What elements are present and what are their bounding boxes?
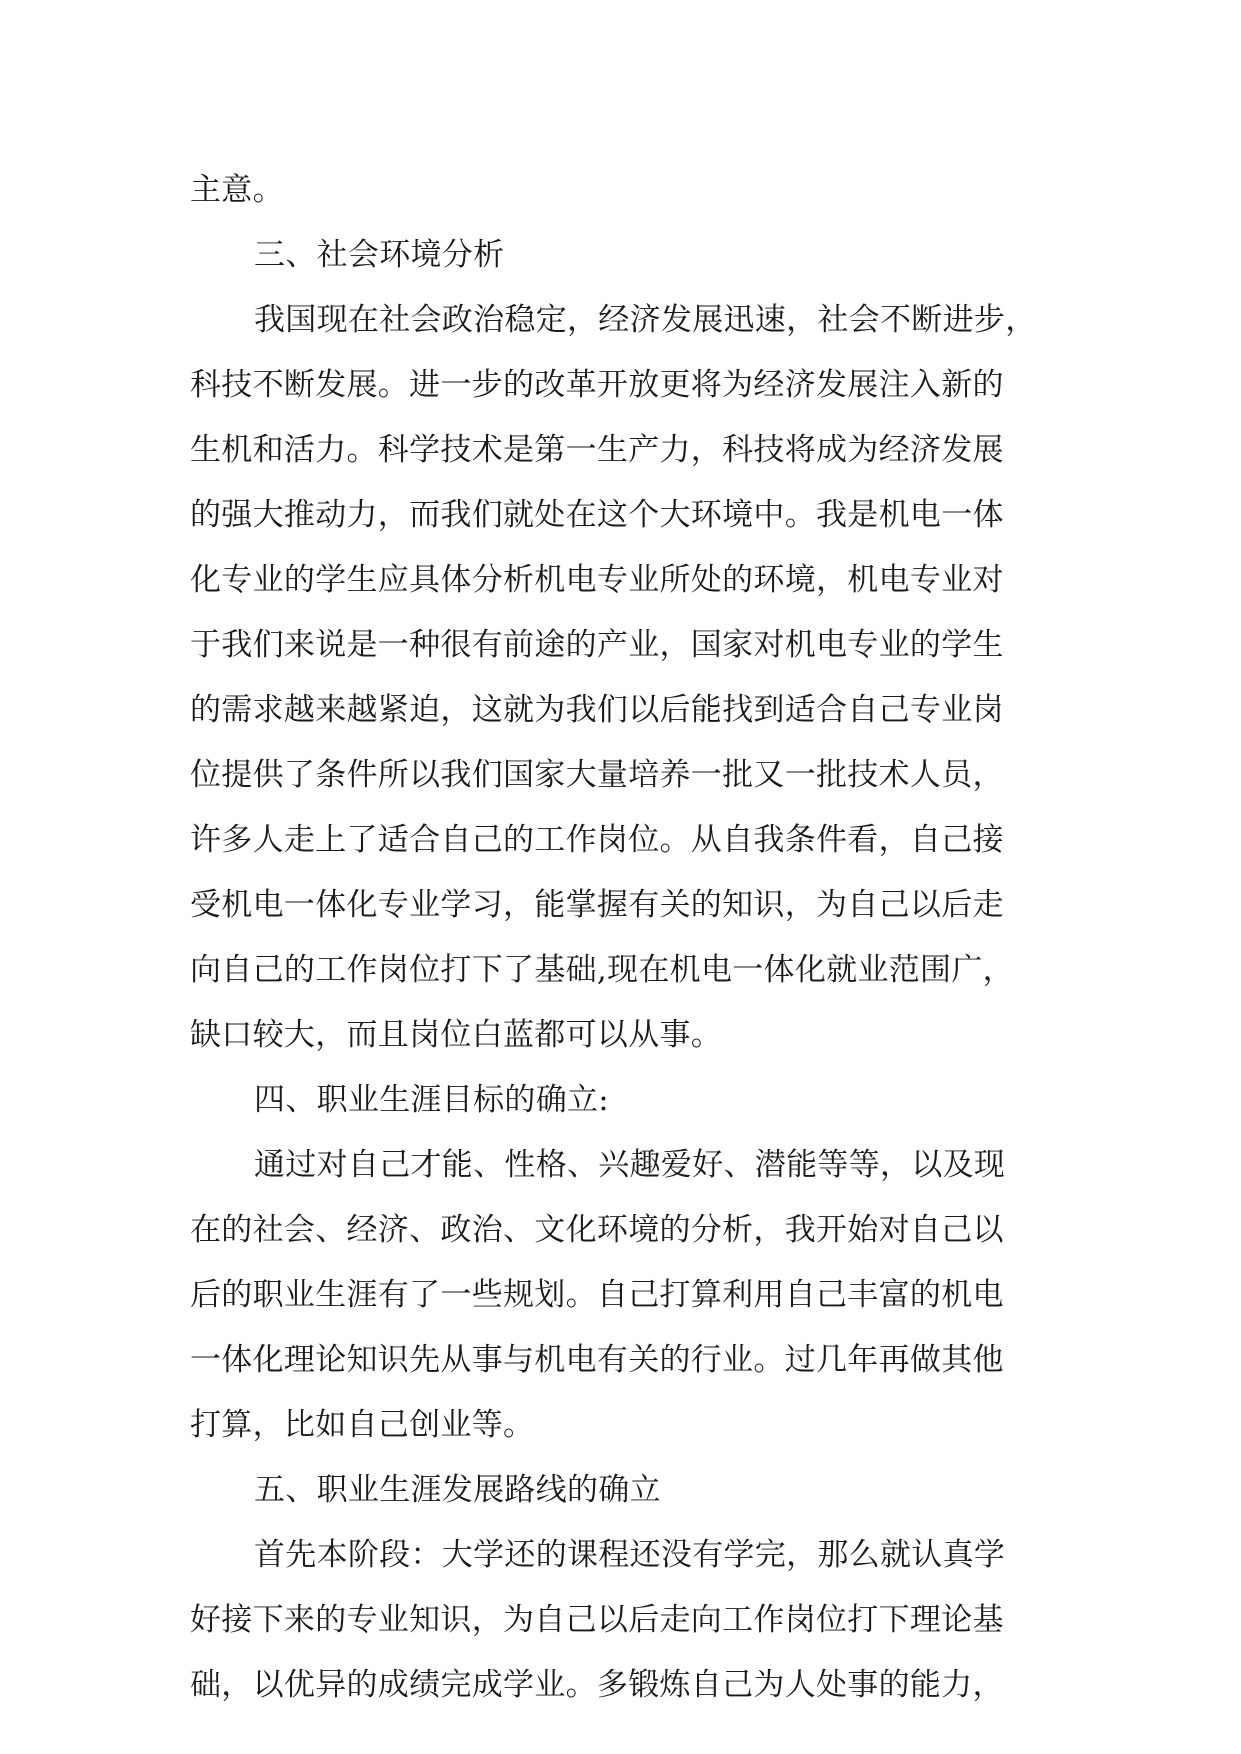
text-line: 许多人走上了适合自己的工作岗位。从自我条件看，自己接 xyxy=(190,822,1004,858)
paragraph-first-line: 我国现在社会政治稳定，经济发展迅速，社会不断进步， xyxy=(254,302,1037,338)
text-line: 位提供了条件所以我们国家大量培养一批又一批技术人员， xyxy=(190,757,1004,793)
paragraph-first-line: 五、职业生涯发展路线的确立 xyxy=(254,1472,661,1508)
text-line: 的需求越来越紧迫，这就为我们以后能找到适合自己专业岗 xyxy=(190,692,1004,728)
text-line: 在的社会、经济、政治、文化环境的分析，我开始对自己以 xyxy=(190,1212,1004,1248)
text-line: 一体化理论知识先从事与机电有关的行业。过几年再做其他 xyxy=(190,1342,1004,1378)
document-body xyxy=(190,158,1060,1718)
text-line: 础，以优异的成绩完成学业。多锻炼自己为人处事的能力， xyxy=(190,1667,1004,1703)
paragraph-first-line: 四、职业生涯目标的确立: xyxy=(254,1082,610,1118)
text-line: 的强大推动力，而我们就处在这个大环境中。我是机电一体 xyxy=(190,497,1004,533)
paragraph-first-line: 首先本阶段：大学还的课程还没有学完，那么就认真学 xyxy=(254,1537,1006,1573)
text-line: 化专业的学生应具体分析机电专业所处的环境，机电专业对 xyxy=(190,562,1004,598)
text-line: 生机和活力。科学技术是第一生产力，科技将成为经济发展 xyxy=(190,432,1004,468)
text-line: 后的职业生涯有了一些规划。自己打算利用自己丰富的机电 xyxy=(190,1277,1004,1313)
paragraph-first-line: 三、社会环境分析 xyxy=(254,237,505,273)
text-line: 主意。 xyxy=(190,172,284,208)
text-line: 向自己的工作岗位打下了基础,现在机电一体化就业范围广， xyxy=(190,952,1014,988)
text-line: 好接下来的专业知识，为自己以后走向工作岗位打下理论基 xyxy=(190,1602,1004,1638)
text-line: 于我们来说是一种很有前途的产业，国家对机电专业的学生 xyxy=(190,627,1004,663)
text-line: 科技不断发展。进一步的改革开放更将为经济发展注入新的 xyxy=(190,367,1004,403)
text-line: 受机电一体化专业学习，能掌握有关的知识，为自己以后走 xyxy=(190,887,1004,923)
text-line: 打算，比如自己创业等。 xyxy=(190,1407,535,1443)
paragraph-first-line: 通过对自己才能、性格、兴趣爱好、潜能等等，以及现 xyxy=(254,1147,1006,1183)
text-line: 缺口较大，而且岗位白蓝都可以从事。 xyxy=(190,1017,723,1053)
